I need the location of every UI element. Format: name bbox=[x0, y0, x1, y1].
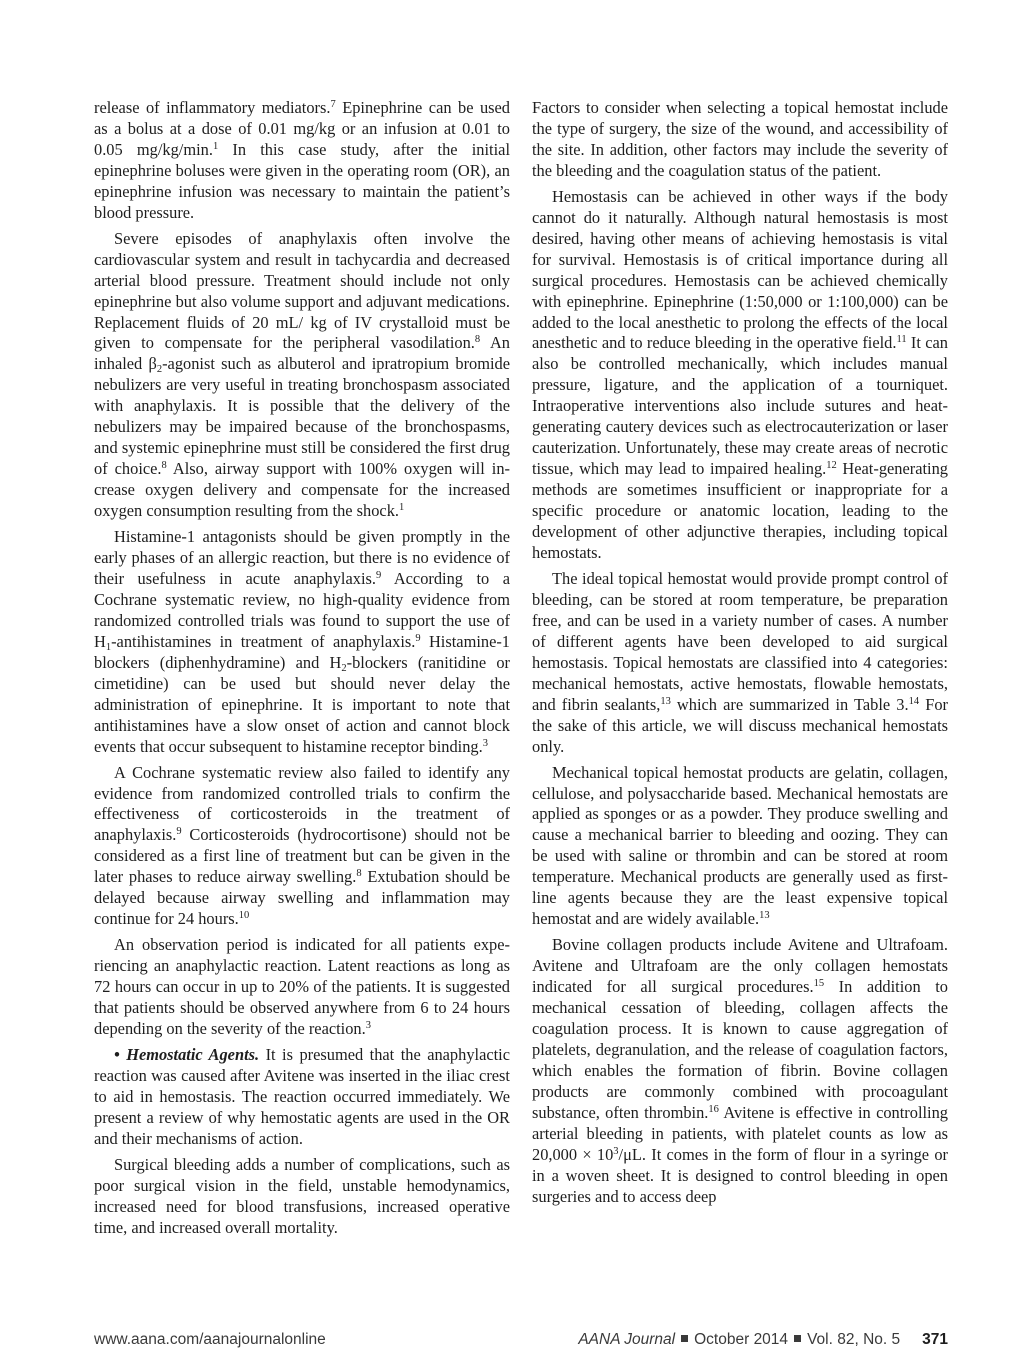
journal-name: AANA Journal bbox=[578, 1331, 676, 1348]
subscript: 2 bbox=[341, 662, 347, 674]
reference-superscript: 1 bbox=[399, 502, 405, 514]
text-run: /μL. It comes in the form of flour in a syringe or in a woven sheet. It is designed to control bleeding in open surgeries and to access deep bbox=[532, 1144, 948, 1206]
text-run: release of inflammatory mediators. bbox=[94, 98, 331, 117]
text-run: In addition to mechanical cessation of bleeding, collagen affects the coagulation process. It is known to cause aggregation of platelets, degranulation, and the release of coagulation factors, which enables the formation of fibrin. Bovine collagen products are commonly combined with procoagulant substance, often thrombin. bbox=[532, 977, 949, 1122]
text-run: Factors to consider when selecting a topical hemostat include the type of surgery, the size of the wound, and accessibility of the site. In addition, other factors may include the severity of the bleeding and the coagulation status of the patient. bbox=[532, 98, 948, 180]
reference-superscript: 3 bbox=[482, 737, 488, 749]
text-run: Heat-generating methods are sometimes insufficient or inappropriate for a specific procedure or anatomic location, leading to the development of other adjunctive therapies, including topical hemostats. bbox=[532, 459, 948, 563]
text-run: Surgical bleeding adds a number of complications, such as poor surgical vision in the field, unstable hemodynamics, increased need for blood transfusions, increased operative time, and increased overall mortality. bbox=[94, 1154, 510, 1237]
reference-superscript: 7 bbox=[330, 99, 336, 110]
reference-superscript: 13 bbox=[759, 910, 770, 922]
text-run: It can also be controlled mechanically, which includes manual pressure, ligature, and the application of a tourniquet. Intraoperative interventions also include sutures and heat-generating cautery devices such as electrocauterization or laser cauterization. Unfortunately, these may create areas of necrotic tissue, which may lead to impaired healing. bbox=[532, 333, 948, 479]
text-run: Severe episodes of anaphylaxis often involve the cardiovascular system and result in tachycardia and decreased arterial blood pressure. Treatment should include not only epinephrine but also volume support and adjuvant medications. Replacement fluids of 20 mL/ kg of IV crystalloid must be given to compensate for the peripheral vasodilation. bbox=[94, 228, 510, 353]
text-run: In this case study, after the initial epinephrine boluses were given in the operating room (OR), an epinephrine infusion was necessary to maintain the patient’s blood pressure. bbox=[94, 139, 510, 222]
text-run: Histamine-1 antagonists should be given promptly in the early phases of an allergic reaction, but there is no evidence of their usefulness in acute anaphylaxis. bbox=[94, 527, 510, 588]
text-run: -blockers (ranitidine or cimetidine) can be used but should never delay the administration of epinephrine. It is important to note that antihistamines have a slow onset of action and cannot block events that occur subsequent to histamine receptor binding. bbox=[94, 652, 510, 756]
text-run: Bovine collagen products include Avitene and Ultrafoam. Avitene and Ultrafoam are the only collagen hemostats indicated for all surgical procedures. bbox=[532, 935, 948, 997]
left-paragraph-4 bbox=[94, 763, 510, 931]
text-run: Epinephrine can be used as a bolus at a dose of 0.01 mg/kg or an infusion at 0.01 to 0.05 mg/kg/min. bbox=[94, 98, 510, 159]
text-run: Hemostasis can be achieved in other ways if the body cannot do it naturally. Although natural hemostasis is most desired, having other means of achieving hemostasis is vital for survival. Hemostasis is of critical importance during all surgical procedures. Hemostasis can be achieved chemically with epinephrine. Epinephrine (1:50,000 or 1:100,000) can be added to the local anesthetic to prolong the effects of the local anesthetic and to reduce bleeding in the operative field. bbox=[532, 186, 948, 353]
text-run: An inhaled β bbox=[94, 333, 510, 374]
reference-superscript: 8 bbox=[161, 460, 167, 472]
reference-superscript: 8 bbox=[356, 868, 362, 880]
square-bullet-icon bbox=[794, 1335, 801, 1342]
reference-superscript: 1 bbox=[212, 140, 219, 152]
left-paragraph-2 bbox=[94, 229, 510, 522]
left-paragraph-7 bbox=[94, 1155, 510, 1239]
subscript: 2 bbox=[156, 364, 163, 376]
page-number: 371 bbox=[922, 1331, 948, 1348]
text-run: Avitene is effective in controlling arterial bleeding in patients, with platelet counts as low as 20,000 × 10 bbox=[532, 1102, 948, 1164]
reference-superscript: 15 bbox=[813, 978, 825, 990]
reference-superscript: 9 bbox=[415, 632, 421, 644]
volume-issue: Vol. 82, No. 5 bbox=[807, 1331, 901, 1348]
reference-superscript: 12 bbox=[826, 460, 837, 472]
text-run: Corticosteroids (hydrocortisone) should not be considered as a first line of treatment but can be given in the later phases to reduce airway swelling. bbox=[94, 825, 510, 887]
reference-superscript: 9 bbox=[176, 826, 182, 838]
right-paragraph-1 bbox=[532, 98, 948, 182]
square-bullet-icon bbox=[681, 1335, 688, 1342]
reference-superscript: 8 bbox=[474, 334, 481, 346]
text-run: Histamine-1 blockers (diphenhydramine) and H bbox=[94, 631, 510, 672]
section-heading-hemostatic-agents: • Hemostatic Agents. bbox=[114, 1044, 260, 1064]
reference-superscript: 10 bbox=[238, 910, 250, 922]
right-paragraph-2 bbox=[532, 187, 948, 564]
right-paragraph-3 bbox=[532, 569, 948, 758]
reference-superscript: 3 bbox=[613, 1145, 619, 1157]
left-paragraph-1 bbox=[94, 98, 510, 224]
text-run: A Cochrane systematic review also failed to identify any evidence from randomized controlled trials to confirm the effectiveness of corticosteroids in the treatment of anaphylaxis. bbox=[94, 762, 510, 845]
subscript: 1 bbox=[105, 641, 112, 653]
issue-date: October 2014 bbox=[694, 1331, 789, 1348]
left-paragraph-5 bbox=[94, 935, 510, 1040]
right-paragraph-5 bbox=[532, 935, 948, 1207]
text-run: Extubation should be delayed because airway swelling and inflammation may continue for 24 hours. bbox=[94, 867, 510, 929]
left-column bbox=[94, 98, 510, 1239]
reference-superscript: 3 bbox=[365, 1019, 371, 1031]
left-paragraph-6 bbox=[94, 1045, 510, 1150]
text-run: According to a Cochrane systematic review, no high-quality evidence from randomized controlled trials was found to support the use of H bbox=[94, 568, 510, 651]
journal-url[interactable]: www.aana.com/aanajournalonline bbox=[94, 1331, 326, 1348]
text-run: An observation period is indicated for all patients experiencing an anaphylactic reaction. Latent reactions as long as 72 hours can occur in up to 20% of the patients. It is suggested that patients should be observed anywhere from 6 to 24 hours depending on the severity of the reaction. bbox=[94, 935, 510, 1038]
text-run: -agonist such as albuterol and ipratropium bromide nebulizers are very useful in treating bronchospasm associated with anaphylaxis. It is possible that the delivery of the nebulizers may be impaired because of the bronchospasms, and systemic epinephrine must still be considered the first drug of choice. bbox=[94, 354, 511, 479]
text-run: -antihistamines in treatment of anaphylaxis. bbox=[111, 631, 416, 651]
text-run: The ideal topical hemostat would provide prompt control of bleeding, can be stored at room temperature, be preparation free, and can be used in a variety number of cases. A number of different agents have been developed to aid surgical hemostasis. Topical hemostats are classified into 4 categories: mechanical hemostats, active hemostats, flowable hemostats, and fibrin sealants, bbox=[532, 568, 948, 714]
journal-citation bbox=[578, 1331, 948, 1349]
right-paragraph-4 bbox=[532, 763, 948, 931]
text-run: which are summarized in Table 3. bbox=[670, 694, 909, 714]
reference-superscript: 9 bbox=[375, 569, 382, 581]
text-run: Also, airway support with 100% oxygen will increase oxygen delivery and compensate for the increased oxygen consumption resulting from the shock. bbox=[94, 459, 510, 521]
text-run: Mechanical topical hemostat products are gelatin, collagen, cellulose, and polysaccharide based. Mechanical hemostats are applied as sponges or as a powder. They produce swelling and cause a mechanical barrier to bleeding and oozing. They can be used with saline or thrombin and can be stored at room temperature. Mechanical products are generally used as first-line agents because they are the least expensive topical hemostat and are widely available. bbox=[532, 762, 948, 929]
reference-superscript: 13 bbox=[660, 695, 671, 707]
reference-superscript: 16 bbox=[708, 1103, 719, 1115]
reference-superscript: 11 bbox=[896, 334, 907, 346]
reference-superscript: 14 bbox=[908, 695, 920, 707]
right-column bbox=[532, 98, 948, 1208]
text-run: For the sake of this article, we will discuss mechanical hemostats only. bbox=[532, 694, 948, 756]
text-run: It is presumed that the anaphylactic reaction was caused after Avitene was inserted in the iliac crest to aid in hemostasis. The reaction occurred immediately. We present a review of why hemostatic agents are used in the OR and their mechanisms of action. bbox=[94, 1044, 511, 1148]
left-paragraph-3 bbox=[94, 527, 510, 757]
